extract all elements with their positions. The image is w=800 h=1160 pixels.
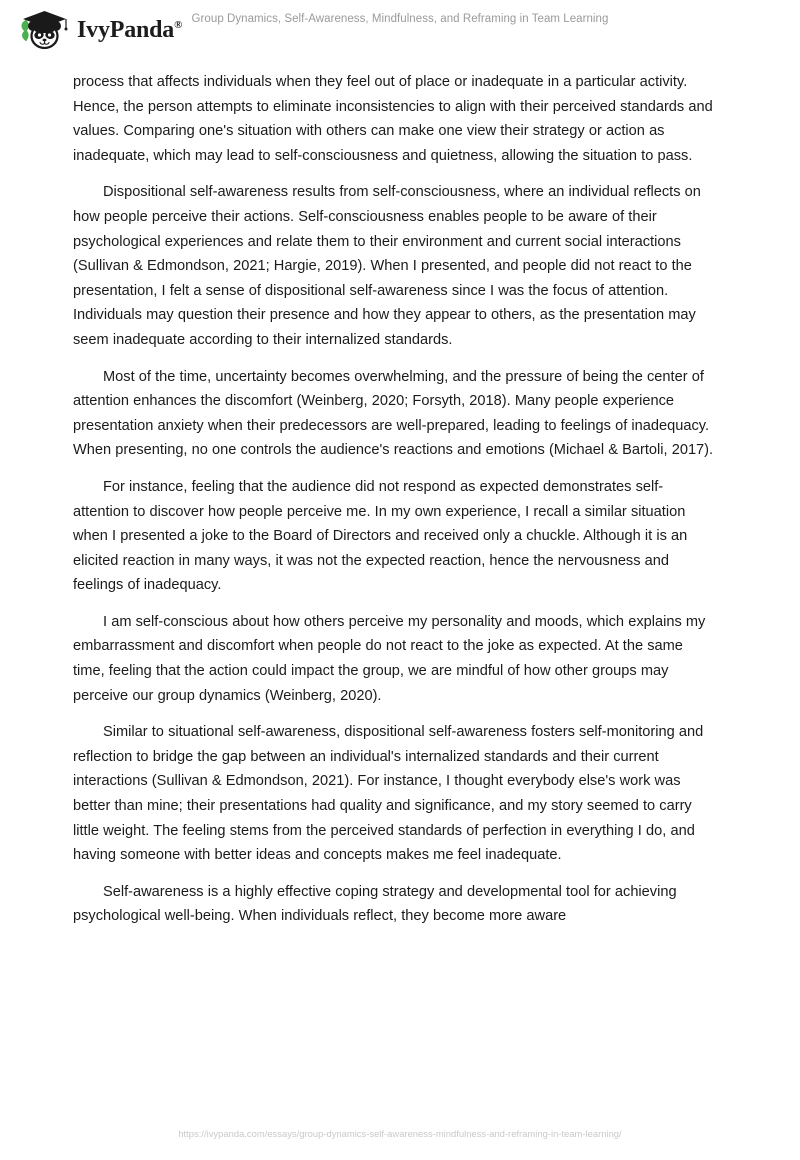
source-url-link[interactable]: https://ivypanda.com/essays/group-dynamics-self-awareness-mindfulness-and-reframing-in-team-learning/ <box>178 1128 622 1139</box>
paragraph: I am self-conscious about how others perceive my personality and moods, which explains my embarrassment and discomfort when people do not react to the joke as expected. At the same time, feeling that the action could impact the group, we are mindful of how other groups may perceive our group dynamics (Weinberg, 2020). <box>73 613 706 704</box>
paragraph: Dispositional self-awareness results from self-consciousness, where an individual reflects on how people perceive their actions. Self-consciousness enables people to be aware of their psychological experiences and relate them to their environment and current social interactions (Sullivan & Edmondson, 2021; Hargie, 2019). When I presented, and people did not react to the presentation, I felt a sense of dispositional self-awareness since I was the focus of attention. Individuals may question their presence and how they appear to others, as the presentation may seem inadequate according to their internalized standards. <box>73 184 701 348</box>
document-body <box>73 70 718 929</box>
paragraph: Most of the time, uncertainty becomes overwhelming, and the pressure of being the center of attention enhances the discomfort (Weinberg, 2020; Forsyth, 2018). Many people experience presentation anxiety when their predecessors are well-prepared, leading to feelings of inadequacy. When presenting, no one controls the audience's reactions and emotions (Michael & Bartoli, 2017). <box>73 368 714 459</box>
brand-name-text: IvyPanda <box>77 17 175 43</box>
paragraph: Self-awareness is a highly effective coping strategy and developmental tool for achieving psychological well-being. When individuals reflect, they become more aware <box>73 883 677 925</box>
paragraph: Similar to situational self-awareness, dispositional self-awareness fosters self-monitoring and reflection to bridge the gap between an individual's internalized standards and their current interactions (Sullivan & Edmondson, 2021). For instance, I thought everybody else's work was better than mine; their presentations had quality and significance, and my story seemed to carry little weight. The feeling stems from the perceived standards of perfection in everything I do, and having someone with better ideas and concepts makes me feel inadequate. <box>73 724 704 864</box>
registered-trademark-symbol: ® <box>174 19 183 31</box>
paragraph: process that affects individuals when they feel out of place or inadequate in a particular activity. Hence, the person attempts to eliminate inconsistencies to align with their perceived standards and values. Comparing one's situation with others can make one view their strategy or action as inadequate, which may lead to self-consciousness and quietness, allowing the situation to pass. <box>73 74 713 164</box>
page-footer <box>0 1124 800 1142</box>
page-header <box>0 0 800 58</box>
document-title: Group Dynamics, Self-Awareness, Mindfulness, and Reframing in Team Learning <box>191 13 609 25</box>
paragraph: For instance, feeling that the audience did not respond as expected demonstrates self-attention to discover how people perceive me. In my own experience, I recall a similar situation when I presented a joke to the Board of Directors and received only a chuckle. Although it is an elicited reaction in many ways, it was not the expected reaction, hence the nervousness and feelings of inadequacy. <box>73 478 688 594</box>
